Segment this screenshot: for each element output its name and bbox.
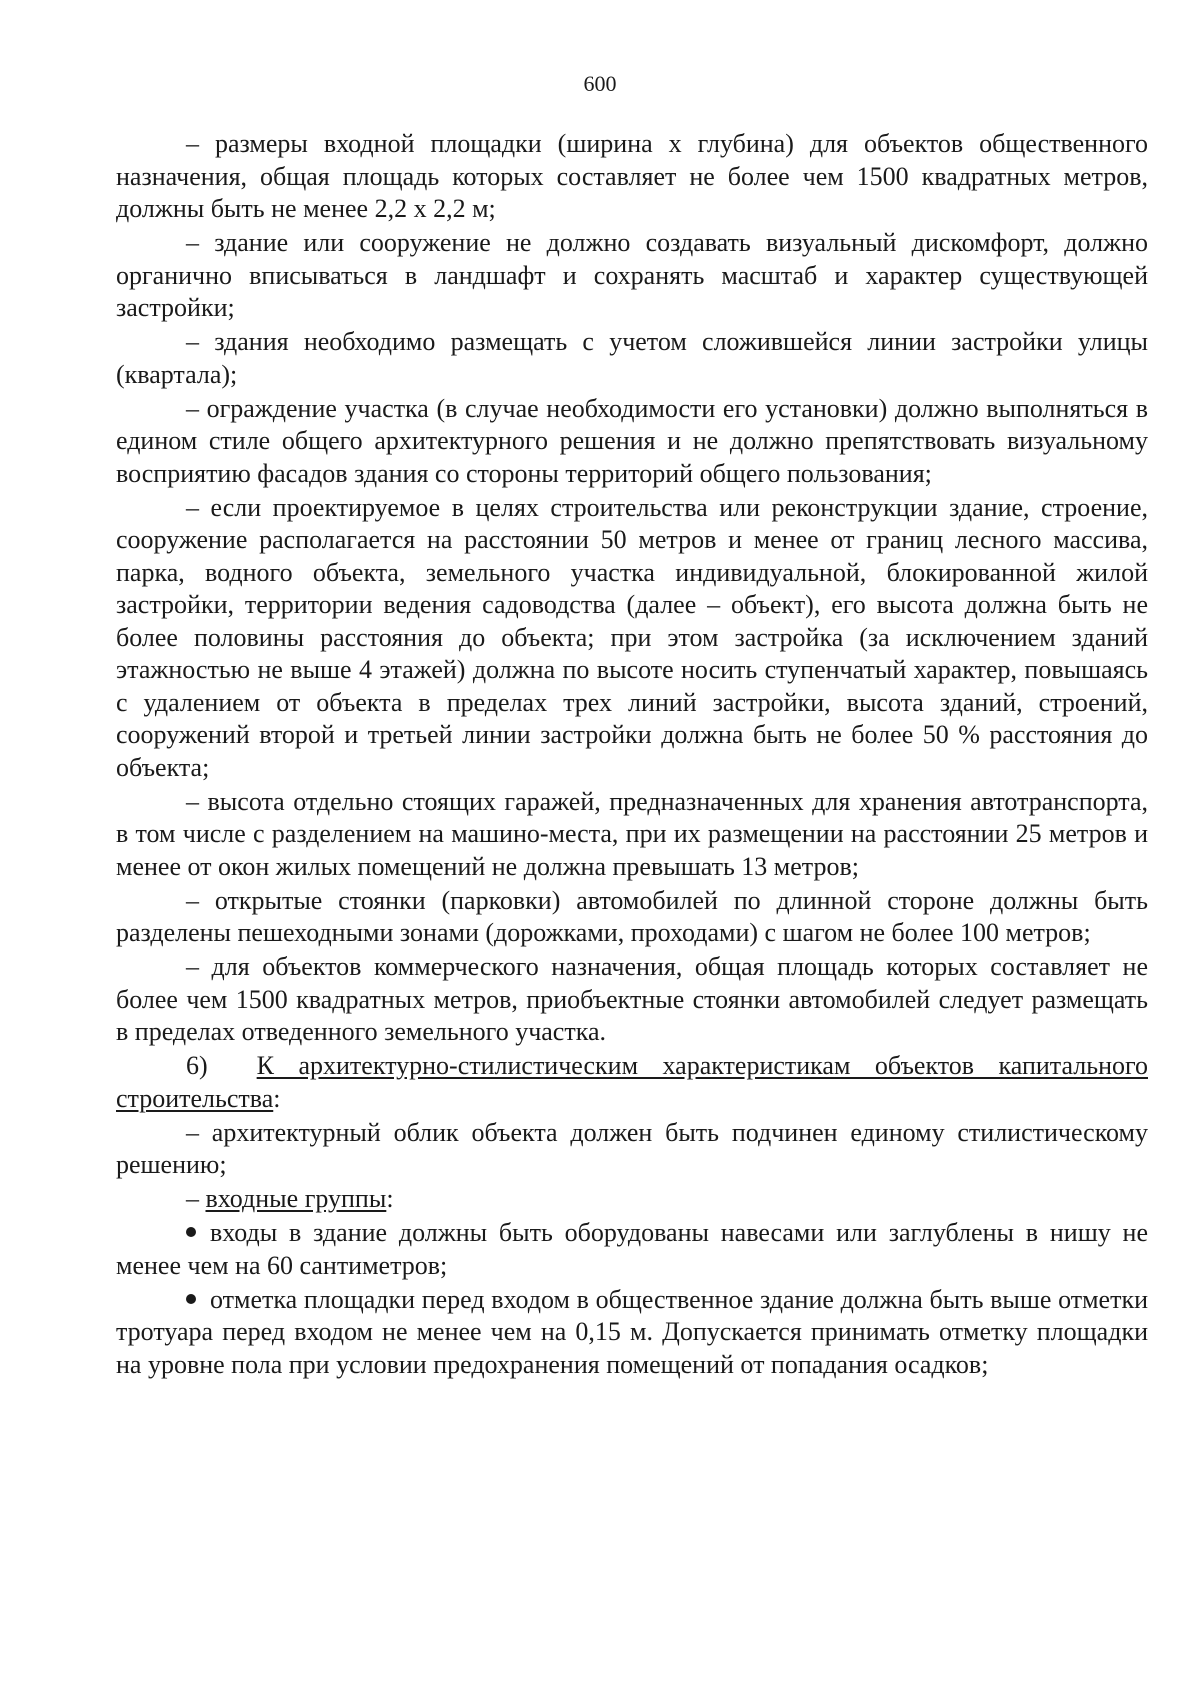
bullet-text: входы в здание должны быть оборудованы навесами или заглублены в нишу не менее чем на 60 сантиметров; <box>116 1218 1148 1280</box>
paragraph-visual-comfort: – здание или сооружение не должно создавать визуальный дискомфорт, должно органично вписываться в ландшафт и сохранять масштаб и характер существующей застройки; <box>116 228 1148 322</box>
paragraph-commercial-parking: – для объектов коммерческого назначения, общая площадь которых составляет не более чем 1500 квадратных метров, приобъектные стоянки автомобилей следует размещать в пределах отведенного земельного участка. <box>116 952 1148 1046</box>
section-6-number: 6) <box>186 1051 208 1080</box>
section-6-colon: : <box>273 1083 281 1113</box>
bullet-icon <box>186 1227 196 1237</box>
paragraph-entry-platform-size: – размеры входной площадки (ширина х глубина) для объектов общественного назначения, общая площадь которых составляет не более чем 1500 квадратных метров, должны быть не менее 2,2 х 2,2 м; <box>116 129 1148 223</box>
paragraph-fencing: – ограждение участка (в случае необходимости его установки) должно выполняться в едином стиле общего архитектурного решения и не должно препятствовать визуальному восприятию фасадов здания со стороны территорий общего пользования; <box>116 393 1148 488</box>
paragraph-architectural-appearance: – архитектурный облик объекта должен быть подчинен единому стилистическому решению; <box>116 1117 1148 1179</box>
entry-groups-dash: – <box>186 1184 206 1213</box>
paragraph-entry-groups <box>116 1183 1148 1216</box>
section-6-heading <box>116 1050 1148 1115</box>
bullet-icon <box>186 1294 196 1304</box>
bullet-item-platform-level <box>116 1284 1148 1382</box>
entry-groups-colon: : <box>386 1184 394 1213</box>
document-body <box>116 128 1148 1383</box>
paragraph-garage-height: – высота отдельно стоящих гаражей, предназначенных для хранения автотранспорта, в том числе с разделением на машино-места, при их размещении на расстоянии 25 метров и менее от окон жилых помещений не должна превышать 13 метров; <box>116 786 1148 881</box>
bullet-text: отметка площадки перед входом в общественное здание должна быть выше отметки тротуара перед входом не менее чем на 0,15 м. Допускается принимать отметку площадки на уровне пола при условии предохранения помещений от попадания осадков; <box>116 1284 1148 1379</box>
section-6-title: К архитектурно-стилистическим характеристикам объектов капитального строительства <box>116 1051 1148 1113</box>
paragraph-open-parking: – открытые стоянки (парковки) автомобилей по длинной стороне должны быть разделены пешеходными зонами (дорожками, проходами) с шагом не более 100 метров; <box>116 885 1148 947</box>
paragraph-height-near-object: – если проектируемое в целях строительства или реконструкции здание, строение, сооружение располагается на расстоянии 50 метров и менее от границ лесного массива, парка, водного объекта, земельного участка индивидуальной, блокированной жилой застройки, территории ведения садоводства (далее – объект), его высота должна быть не более половины расстояния до объекта; при этом застройка (за исключением зданий этажностью не выше 4 этажей) должна по высоте носить ступенчатый характер, повышаясь с удалением от объекта в пределах трех линий застройки, высота зданий, строений, сооружений второй и третьей линии застройки должна быть не более 50 % расстояния до объекта; <box>116 492 1148 782</box>
entry-groups-label: входные группы <box>205 1184 387 1213</box>
page-number: 600 <box>583 71 617 96</box>
paragraph-building-line: – здания необходимо размещать с учетом сложившейся линии застройки улицы (квартала); <box>116 327 1148 389</box>
bullet-item-canopy <box>116 1217 1148 1282</box>
